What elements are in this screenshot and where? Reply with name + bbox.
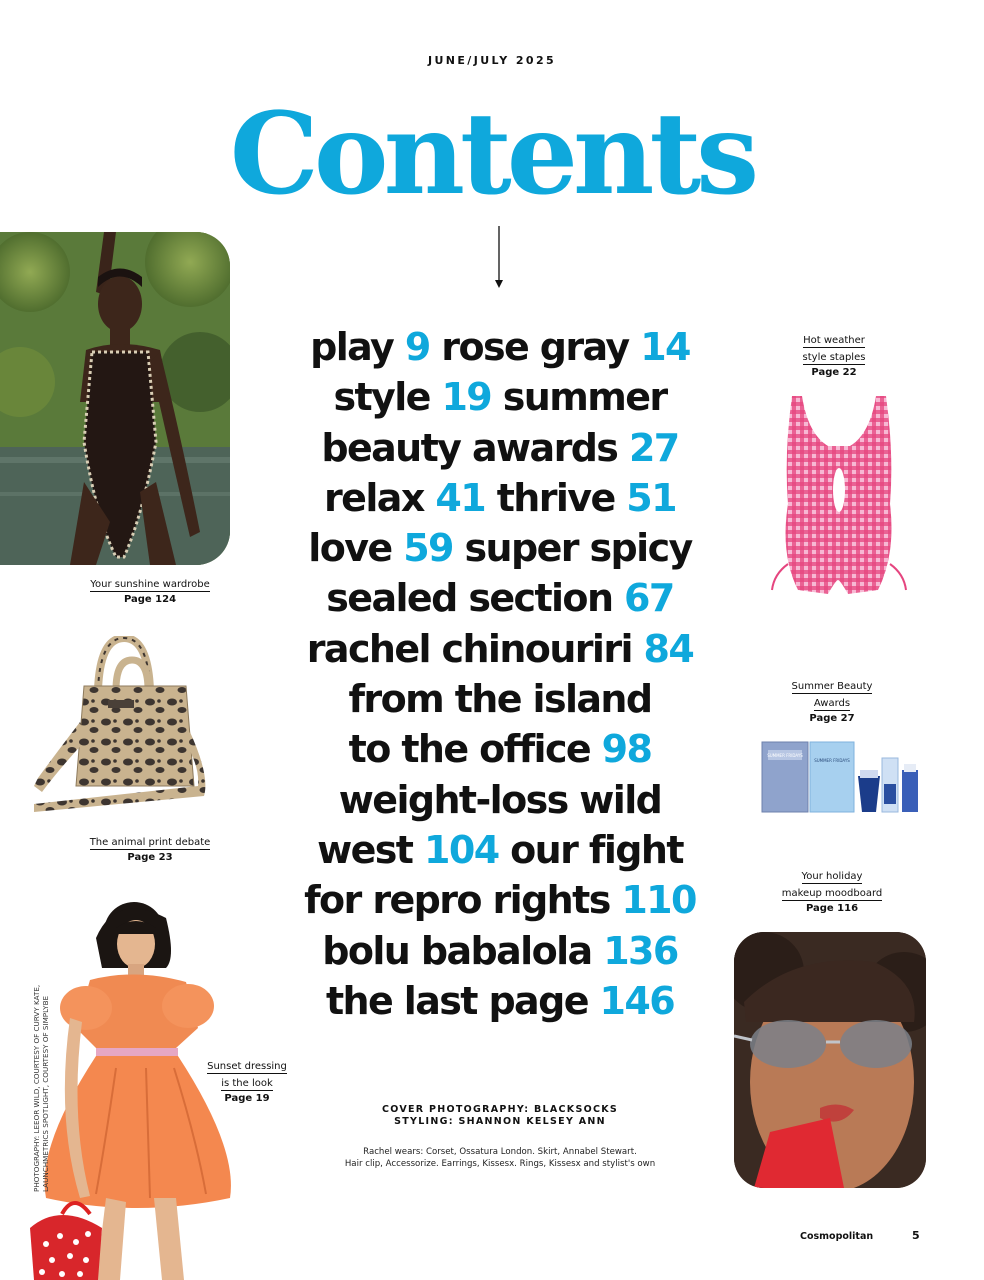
- caption-title: Hot weather: [803, 335, 865, 346]
- contents-section-name: sealed section: [326, 576, 625, 621]
- wear-credit: [300, 1146, 700, 1170]
- contents-page-number[interactable]: 14: [640, 325, 690, 369]
- caption-beauty-awards[interactable]: [764, 678, 900, 724]
- contents-section-name: our fight: [498, 827, 683, 872]
- contents-page-number[interactable]: 41: [435, 475, 486, 520]
- contents-line: [250, 875, 750, 925]
- contents-section-name: from the island: [348, 677, 652, 722]
- cover-credit-line: COVER PHOTOGRAPHY: BLACKSOCKS: [381, 1104, 619, 1115]
- beauty-products-photo: [760, 740, 924, 814]
- contents-line: [250, 624, 750, 674]
- caption-page: Page 22: [811, 367, 857, 378]
- caption-page: Page 27: [809, 713, 855, 724]
- contents-page-number[interactable]: 9: [404, 325, 430, 369]
- animal-print-bag-photo: [34, 636, 230, 820]
- gingham-swimsuit-photo: [768, 394, 910, 598]
- contents-line: [250, 423, 750, 473]
- contents-page-number[interactable]: 136: [603, 928, 678, 973]
- contents-page-number[interactable]: 67: [624, 576, 674, 621]
- contents-line: [250, 976, 750, 1026]
- caption-page: Page 23: [127, 852, 173, 863]
- contents-section-name: to the office: [348, 727, 602, 772]
- contents-section-name: beauty awards: [321, 425, 629, 470]
- cover-credit-line: STYLING: SHANNON KELSEY ANN: [394, 1116, 606, 1127]
- contents-section-name: thrive: [485, 475, 627, 520]
- contents-line: [250, 372, 750, 422]
- contents-section-name: relax: [324, 475, 436, 520]
- photo-credit-line: PHOTOGRAPHY: LEEOR WILD, COURTESY OF CURVY KATE,: [32, 984, 41, 1192]
- caption-title: Awards: [813, 698, 851, 709]
- contents-section-name: rachel chinouriri: [306, 626, 644, 671]
- footer-brand: Cosmopolitan: [800, 1231, 874, 1242]
- contents-page-number[interactable]: 19: [441, 375, 492, 420]
- contents-line: [250, 775, 750, 825]
- caption-animal-print[interactable]: [70, 834, 230, 863]
- contents-section-name: bolu babalola: [322, 928, 604, 973]
- caption-title: The animal print debate: [89, 837, 211, 848]
- contents-section-name: love: [308, 526, 404, 571]
- caption-title: Sunset dressing: [207, 1061, 287, 1072]
- contents-page-number[interactable]: 104: [424, 827, 499, 872]
- wear-credit-line: Hair clip, Accessorize. Earrings, Kissesx. Rings, Kissesx and stylist's own: [344, 1159, 656, 1169]
- page-title: Contents: [229, 89, 755, 220]
- contents-page-number[interactable]: 51: [626, 475, 676, 520]
- contents-section-name: style: [333, 375, 442, 420]
- product-box-label: SUMMER FRIDAYS: [814, 758, 850, 763]
- caption-hot-weather[interactable]: [764, 332, 904, 378]
- cover-credit: [350, 1104, 650, 1128]
- contents-section-name: for repro rights: [304, 878, 622, 923]
- caption-title: Your holiday: [801, 871, 863, 882]
- caption-page: Page 19: [224, 1093, 270, 1104]
- caption-page: Page 116: [805, 903, 859, 914]
- caption-title: makeup moodboard: [781, 888, 883, 899]
- contents-section-name: summer: [491, 375, 667, 420]
- contents-section-name: weight-loss wild: [338, 777, 662, 822]
- contents-page-number[interactable]: 98: [601, 727, 652, 772]
- contents-line: [250, 473, 750, 523]
- contents-section-name: west: [317, 827, 425, 872]
- down-arrow-icon: [493, 226, 505, 290]
- caption-title: is the look: [221, 1078, 273, 1089]
- product-box-label: SUMMER FRIDAYS: [767, 753, 803, 758]
- caption-title: Your sunshine wardrobe: [90, 579, 210, 590]
- photo-credit: [32, 985, 50, 1192]
- contents-section-name: play: [310, 325, 405, 369]
- contents-page-number[interactable]: 84: [643, 626, 694, 671]
- contents-page-number[interactable]: 110: [621, 878, 696, 923]
- caption-title: Summer Beauty: [791, 681, 873, 692]
- issue-date: JUNE/JULY 2025: [427, 54, 557, 67]
- caption-page: Page 124: [123, 594, 177, 605]
- contents-line: [250, 724, 750, 774]
- caption-makeup-moodboard[interactable]: [770, 868, 894, 914]
- contents-page-number[interactable]: 27: [628, 425, 679, 470]
- contents-section-name: the last page: [325, 978, 600, 1023]
- contents-line: [250, 926, 750, 976]
- contents-section-name: super spicy: [452, 526, 692, 571]
- caption-sunshine-wardrobe[interactable]: [70, 576, 230, 605]
- contents-line: [250, 825, 750, 875]
- contents-line: [250, 674, 750, 724]
- wear-credit-line: Rachel wears: Corset, Ossatura London. Skirt, Annabel Stewart.: [363, 1147, 637, 1157]
- contents-page-number[interactable]: 146: [599, 978, 675, 1023]
- contents-page-number[interactable]: 59: [403, 526, 453, 571]
- contents-line: [250, 523, 750, 573]
- contents-list: [250, 322, 750, 1026]
- page-number: 5: [912, 1229, 920, 1242]
- sunshine-wardrobe-photo: [0, 232, 230, 565]
- contents-line: [250, 322, 750, 372]
- caption-sunset-dressing[interactable]: [196, 1058, 298, 1104]
- makeup-moodboard-photo: [734, 932, 926, 1188]
- photo-credit-line: LAUNCHMETRICS SPOTLIGHT, COURTESY OF SIMPLYBE: [41, 995, 50, 1192]
- contents-line: [250, 573, 750, 623]
- contents-section-name: rose gray: [429, 325, 641, 369]
- caption-title: style staples: [802, 352, 866, 363]
